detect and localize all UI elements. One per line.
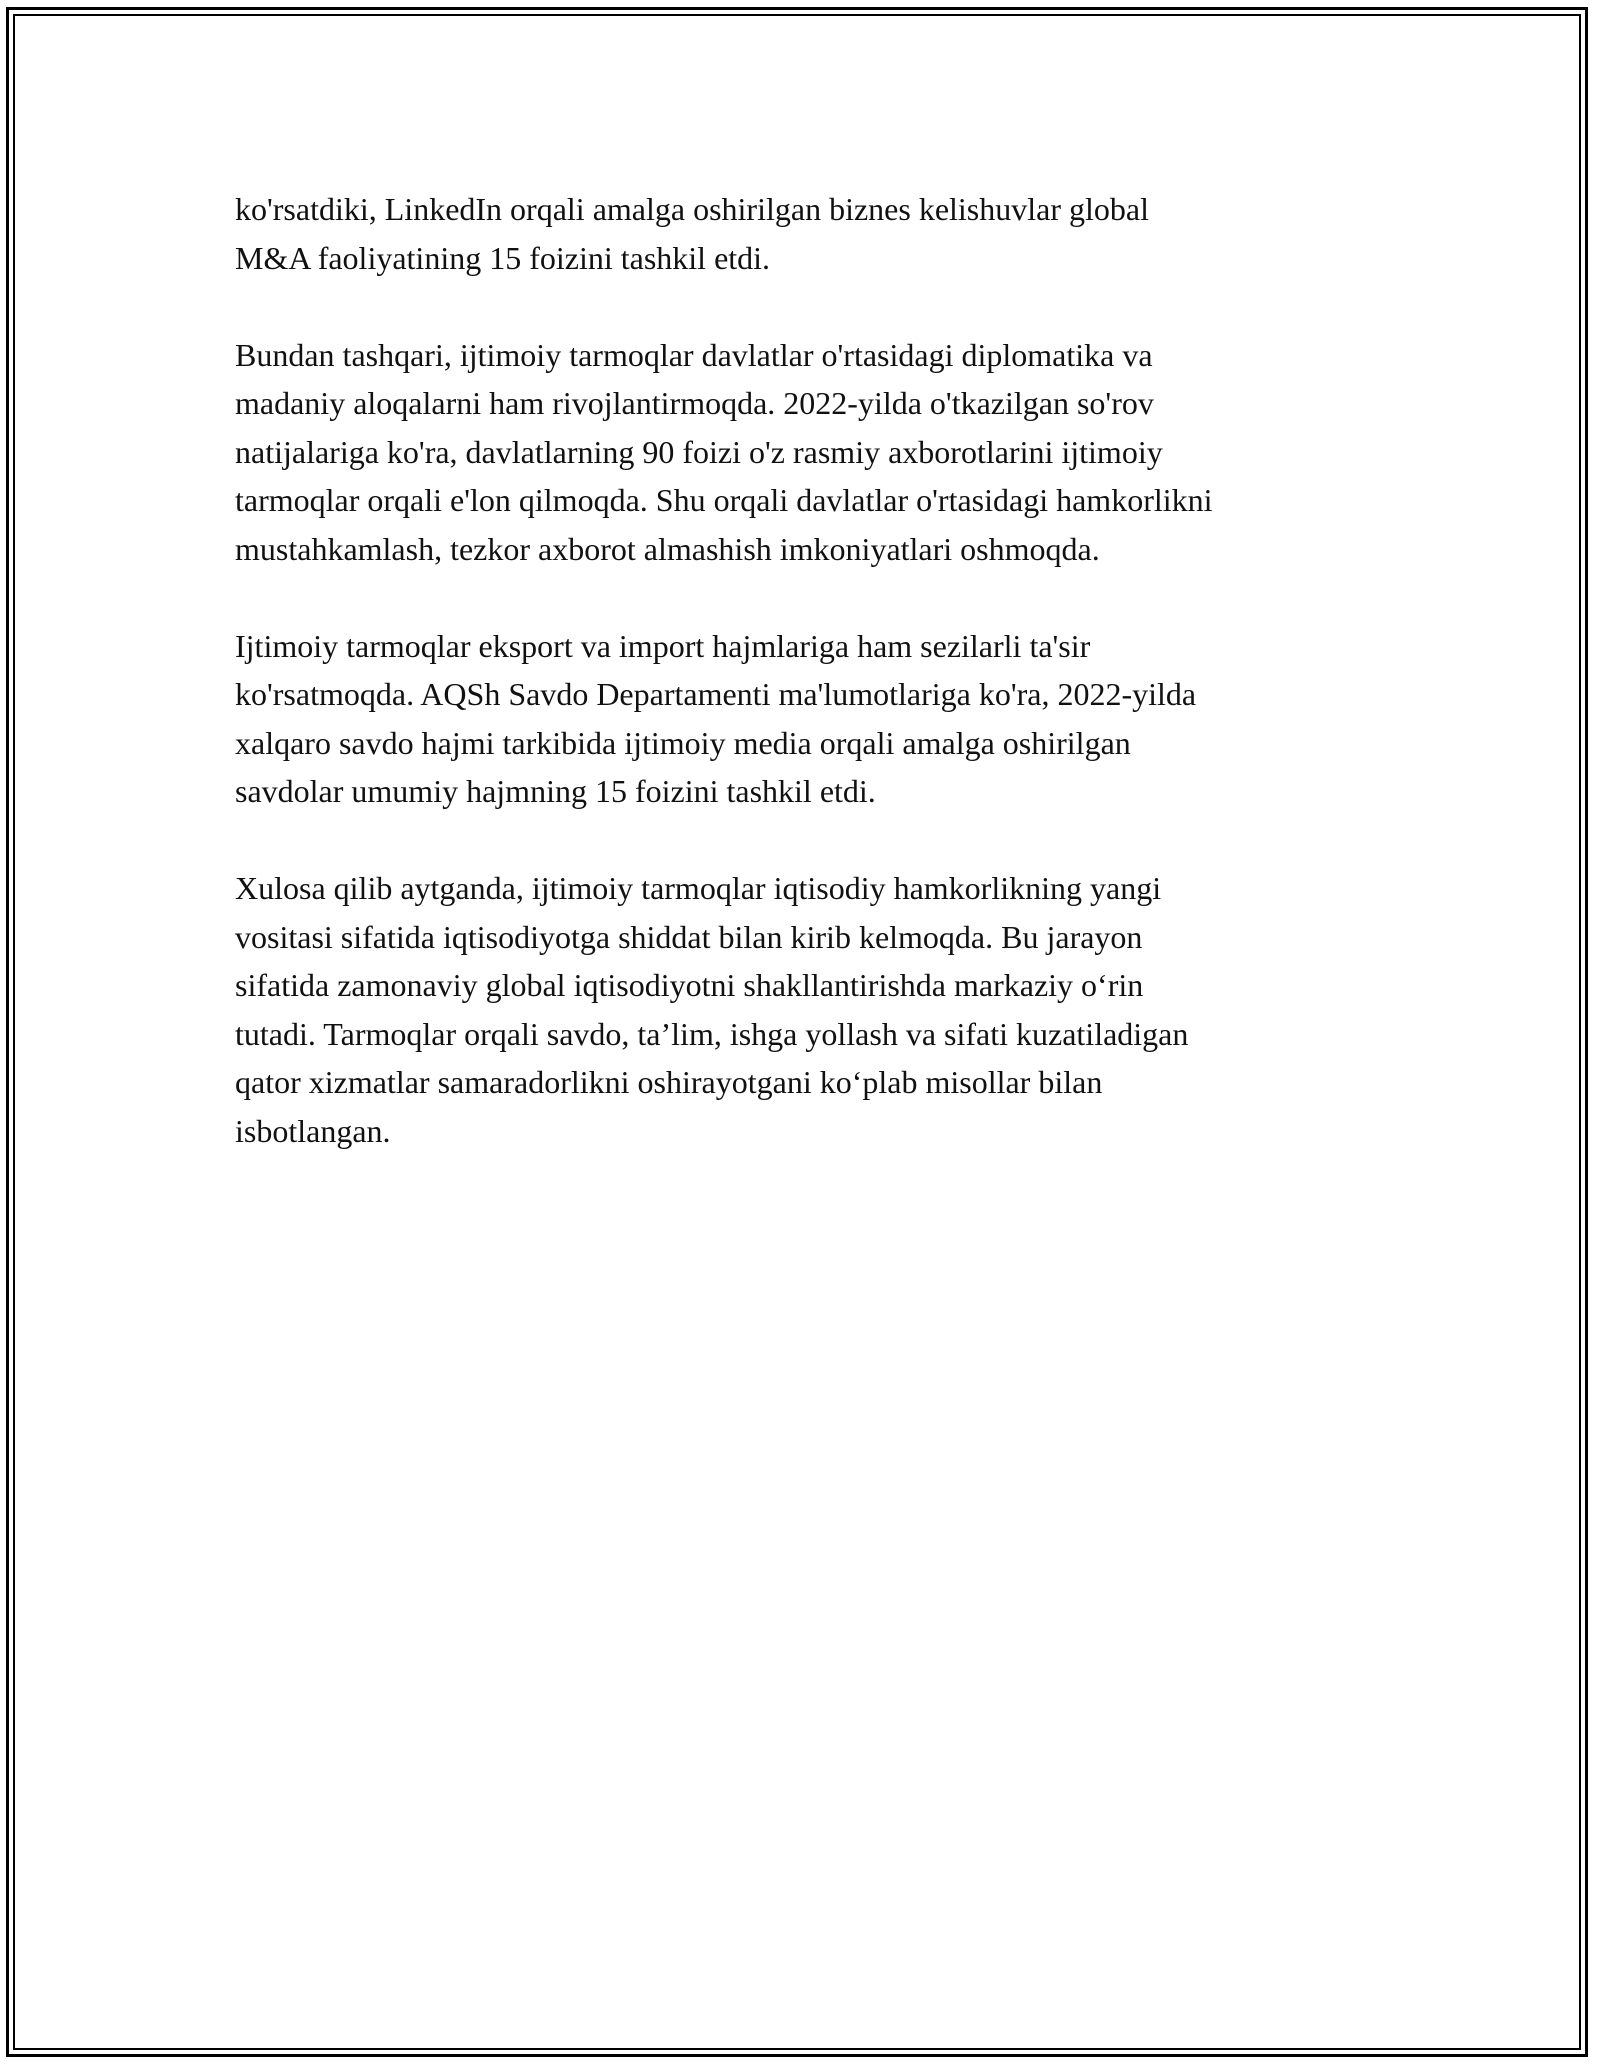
text-line: vositasi sifatida iqtisodiyotga shiddat bilan kirib kelmoqda. Bu jarayon	[235, 918, 1143, 955]
text-line: savdolar umumiy hajmning 15 foizini tashkil etdi.	[235, 773, 876, 809]
text-line: ko'rsatmoqda. AQSh Savdo Departamenti ma'lumotlariga ko'ra, 2022-yilda	[235, 676, 1197, 712]
text-line: tutadi. Tarmoqlar orqali savdo, ta’lim, ishga yollash va sifati kuzatiladigan	[235, 1015, 1189, 1052]
text-line: natijalariga ko'ra, davlatlarning 90 foizi o'z rasmiy axborotlarini ijtimoiy	[235, 433, 1163, 470]
document-body	[235, 185, 1375, 1204]
text-line: mustahkamlash, tezkor axborot almashish imkoniyatlari oshmoqda.	[235, 530, 1100, 567]
text-line: M&A faoliyatining 15 foizini tashkil etdi.	[235, 239, 771, 276]
text-line: Xulosa qilib aytganda, ijtimoiy tarmoqlar iqtisodiy hamkorlikning yangi	[235, 870, 1162, 906]
paragraph-3	[235, 622, 1375, 816]
text-line: Bundan tashqari, ijtimoiy tarmoqlar davlatlar o'rtasidagi diplomatika va	[235, 336, 1153, 373]
text-line: Ijtimoiy tarmoqlar eksport va import hajmlariga ham sezilarli ta'sir	[235, 627, 1091, 664]
text-line: tarmoqlar orqali e'lon qilmoqda. Shu orqali davlatlar o'rtasidagi hamkorlikni	[235, 482, 1213, 518]
text-line: ko'rsatdiki, LinkedIn orqali amalga oshirilgan biznes kelishuvlar global	[235, 191, 1149, 227]
paragraph-2	[235, 331, 1375, 574]
paragraph-4	[235, 864, 1375, 1155]
text-line: madaniy aloqalarni ham rivojlantirmoqda. 2022-yilda o'tkazilgan so'rov	[235, 385, 1154, 421]
text-line: isbotlangan.	[235, 1112, 391, 1149]
text-line: qator xizmatlar samaradorlikni oshirayotgani ko‘plab misollar bilan	[235, 1064, 1103, 1100]
paragraph-1	[235, 185, 1375, 282]
text-line: xalqaro savdo hajmi tarkibida ijtimoiy media orqali amalga oshirilgan	[235, 724, 1131, 761]
text-line: sifatida zamonaviy global iqtisodiyotni shakllantirishda markaziy o‘rin	[235, 967, 1144, 1003]
